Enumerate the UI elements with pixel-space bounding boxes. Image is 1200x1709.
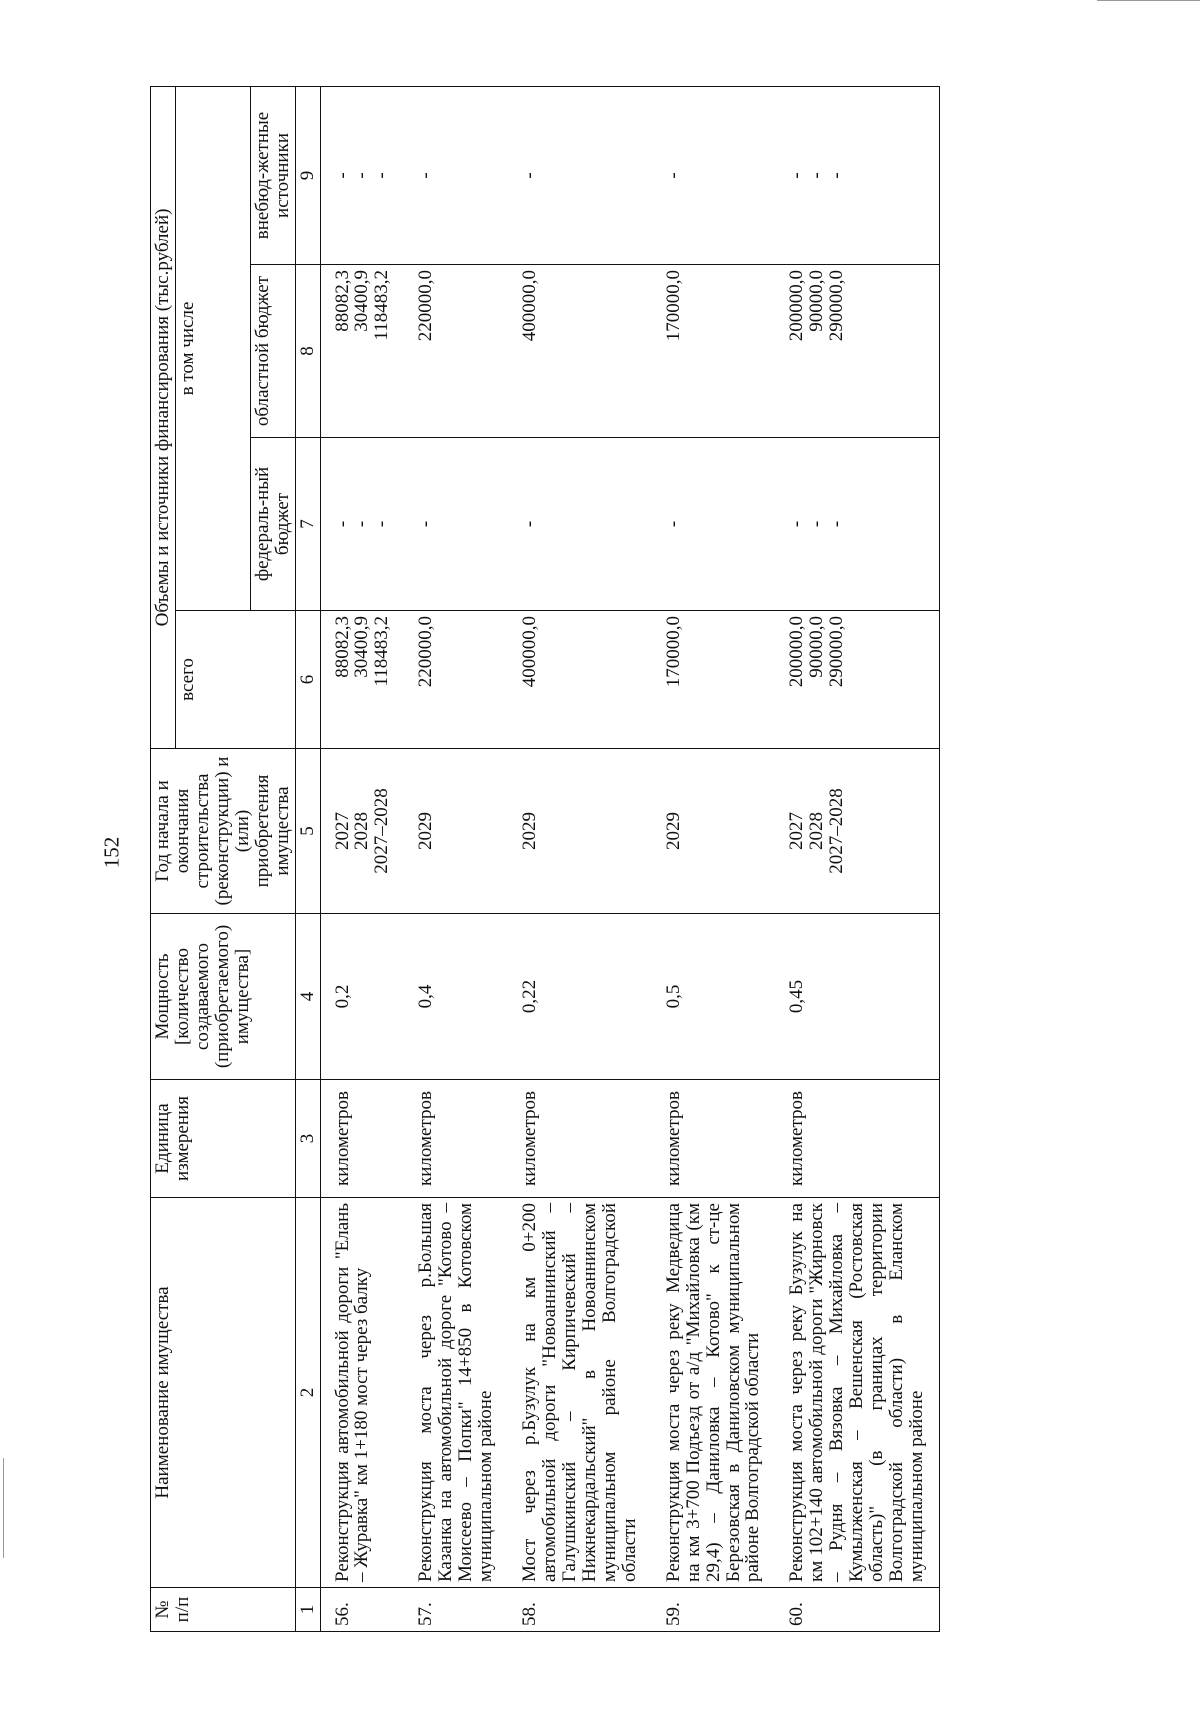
total-value: 400000,0 (519, 616, 541, 688)
extra-value: - (806, 172, 828, 179)
extra (775, 86, 939, 264)
capacity: 0,22 (508, 914, 652, 1080)
years-value: 2027 (331, 812, 353, 850)
total (404, 611, 508, 749)
scan-edge-line (3, 1458, 4, 1558)
row-number: 59. (652, 1588, 776, 1632)
table-body (320, 86, 939, 1631)
column-number: 7 (295, 438, 320, 611)
row-number: 57. (404, 1588, 508, 1632)
column-number: 6 (295, 611, 320, 749)
capacity: 0,45 (775, 914, 939, 1080)
regional (775, 265, 939, 438)
unit: километров (508, 1080, 652, 1198)
federal-value: - (786, 520, 808, 528)
header-years: Год начала и окончания строительства (реконструкции) и (или) приобретения имущества (151, 749, 296, 914)
years (775, 749, 939, 914)
federal-value: - (415, 520, 437, 528)
extra-value: - (351, 172, 373, 179)
row-number: 56. (320, 1588, 404, 1632)
property-name: Реконструкция моста через реку Медведица на км 3+700 Подъезд от а/д "Михайловка (км 29,4) – Даниловка – Котово" к ст-це Березовская в Даниловском муниципальном районе Волгоградской области (652, 1198, 776, 1588)
federal-value: - (826, 520, 848, 528)
total-value: 170000,0 (662, 616, 684, 688)
capacity: 0,4 (404, 914, 508, 1080)
extra-value: - (826, 172, 848, 179)
federal-value: - (351, 520, 373, 528)
regional-value: 200000,0 (786, 270, 808, 342)
header-name: Наименование имущества (151, 1198, 296, 1588)
rotated-page-content (150, 87, 1095, 1632)
regional-value: 30400,9 (351, 270, 373, 332)
total-value: 118483,2 (371, 616, 393, 687)
extra (404, 86, 508, 264)
years-value: 2028 (351, 812, 373, 850)
federal-value: - (331, 520, 353, 528)
years (404, 749, 508, 914)
column-number: 3 (295, 1080, 320, 1198)
header-unit: Единица измерения (151, 1080, 296, 1198)
column-number: 9 (295, 86, 320, 264)
scan-edge-line (1097, 0, 1200, 1)
unit: километров (404, 1080, 508, 1198)
regional (404, 265, 508, 438)
total-value: 290000,0 (826, 616, 848, 688)
regional-value: 290000,0 (826, 270, 848, 342)
header-federal: федераль-ный бюджет (250, 438, 295, 611)
total (652, 611, 776, 749)
federal (652, 438, 776, 611)
row-number: 60. (775, 1588, 939, 1632)
regional-value: 400000,0 (519, 270, 541, 342)
federal (320, 438, 404, 611)
header-financing: Объемы и источники финансирования (тыс.рублей) (151, 86, 176, 748)
federal (508, 438, 652, 611)
column-number: 4 (295, 914, 320, 1080)
federal-value: - (662, 520, 684, 528)
financing-table (150, 86, 940, 1632)
years (652, 749, 776, 914)
table-row (320, 86, 404, 1631)
total-value: 220000,0 (415, 616, 437, 688)
extra-value: - (519, 172, 541, 179)
header-including: в том числе (175, 86, 250, 610)
federal (404, 438, 508, 611)
header-capacity: Мощность [количество создаваемого (приобретаемого) имущества] (151, 914, 296, 1080)
total-value: 30400,9 (351, 616, 373, 678)
federal-value: - (806, 520, 828, 528)
header-regional: областной бюджет (250, 265, 295, 438)
header-num: № п/п (151, 1588, 296, 1632)
row-number: 58. (508, 1588, 652, 1632)
table-row (775, 86, 939, 1631)
years (508, 749, 652, 914)
years-value: 2027–2028 (371, 788, 393, 874)
regional (320, 265, 404, 438)
unit: километров (652, 1080, 776, 1198)
header-extra: внебюд-жетные источники (250, 86, 295, 264)
column-number: 1 (295, 1588, 320, 1632)
total-value: 88082,3 (331, 616, 353, 678)
total (508, 611, 652, 749)
extra (508, 86, 652, 264)
table-header (151, 86, 321, 1631)
total-value: 200000,0 (786, 616, 808, 688)
header-total: всего (175, 611, 295, 749)
column-number: 8 (295, 265, 320, 438)
table-row (508, 86, 652, 1631)
regional-value: 118483,2 (371, 270, 393, 341)
page-number: 152 (99, 836, 124, 869)
years-value: 2029 (519, 812, 541, 850)
table-row (652, 86, 776, 1631)
years-value: 2029 (662, 812, 684, 850)
extra-value: - (662, 172, 684, 179)
unit: километров (775, 1080, 939, 1198)
property-name: Мост через р.Бузулук на км 0+200 автомобильной дороги "Новоаннинский – Галушкинский – Кирпичевский – Нижнекардальский" в Новоаннинском муниципальном районе Волгоградской области (508, 1198, 652, 1588)
federal-value: - (519, 520, 541, 528)
regional-value: 170000,0 (662, 270, 684, 342)
regional-value: 220000,0 (415, 270, 437, 342)
extra-value: - (786, 172, 808, 179)
regional (508, 265, 652, 438)
total (320, 611, 404, 749)
capacity: 0,5 (652, 914, 776, 1080)
extra-value: - (415, 172, 437, 179)
years-value: 2029 (415, 812, 437, 850)
unit: километров (320, 1080, 404, 1198)
years-value: 2027 (786, 812, 808, 850)
years (320, 749, 404, 914)
regional (652, 265, 776, 438)
extra (320, 86, 404, 264)
extra-value: - (331, 172, 353, 179)
capacity: 0,2 (320, 914, 404, 1080)
column-number-row (295, 86, 320, 1631)
regional-value: 90000,0 (806, 270, 828, 332)
regional-value: 88082,3 (331, 270, 353, 332)
total (775, 611, 939, 749)
years-value: 2028 (806, 812, 828, 850)
years-value: 2027–2028 (826, 788, 848, 874)
total-value: 90000,0 (806, 616, 828, 678)
column-number: 5 (295, 749, 320, 914)
property-name: Реконструкция автомобильной дороги "Елань – Журавка" км 1+180 мост через балку (320, 1198, 404, 1588)
property-name: Реконструкция моста через р.Большая Казанка на автомобильной дороге "Котово – Моисеево – Попки" 14+850 в Котовском муниципальном районе (404, 1198, 508, 1588)
extra (652, 86, 776, 264)
table-row (404, 86, 508, 1631)
federal-value: - (371, 520, 393, 528)
column-number: 2 (295, 1198, 320, 1588)
extra-value: - (371, 172, 393, 179)
property-name: Реконструкция моста через реку Бузулук на км 102+140 автомобильной дороги "Жирновск – Рудня – Вязовка – Михайловка – Кумылженская – Вешенская (Ростовская область)" (в границах территории Волгоградской области) в Еланском муниципальном районе (775, 1198, 939, 1588)
federal (775, 438, 939, 611)
